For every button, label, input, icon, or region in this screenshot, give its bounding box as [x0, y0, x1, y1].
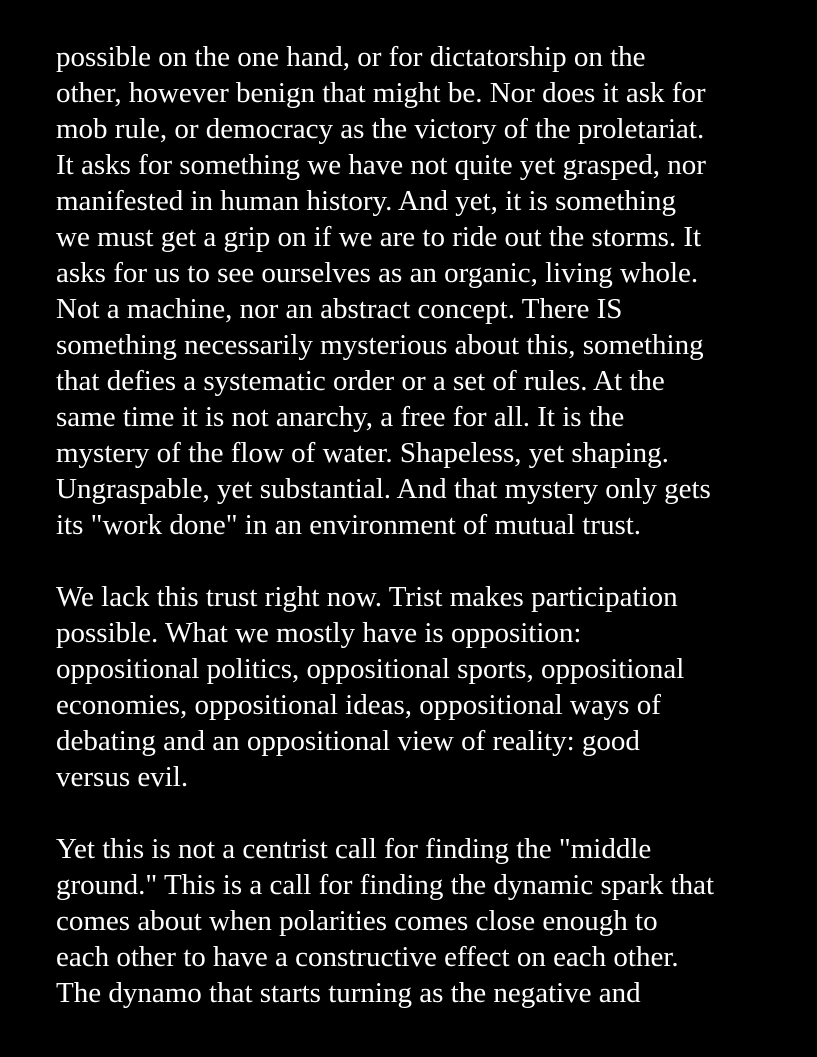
text-line: Yet this is not a centrist call for finding the "middle	[56, 833, 652, 865]
text-line: that defies a systematic order or a set of rules. At the	[56, 365, 665, 397]
text-line: economies, oppositional ideas, oppositional ways of	[56, 689, 661, 721]
text-line: we must get a grip on if we are to ride out the storms. It	[56, 221, 702, 253]
text-line: possible on the one hand, or for dictatorship on the	[56, 41, 646, 73]
text-line: ground." This is a call for finding the dynamic spark that	[56, 869, 715, 901]
text-line: The dynamo that starts turning as the negative and	[56, 977, 641, 1009]
text-line: other, however benign that might be. Nor does it ask for	[56, 77, 706, 109]
text-line: its "work done" in an environment of mutual trust.	[56, 509, 642, 541]
text-line: mystery of the flow of water. Shapeless, yet shaping.	[56, 437, 669, 469]
text-line: We lack this trust right now. Trist makes participation	[56, 581, 678, 613]
text-line: debating and an oppositional view of reality: good	[56, 725, 640, 757]
text-line: Ungraspable, yet substantial. And that mystery only gets	[56, 473, 711, 505]
text-line: manifested in human history. And yet, it is something	[56, 185, 676, 217]
text-line: something necessarily mysterious about this, something	[56, 329, 704, 361]
text-line: asks for us to see ourselves as an organic, living whole.	[56, 257, 699, 289]
text-body	[56, 39, 796, 1011]
text-line: each other to have a constructive effect on each other.	[56, 941, 679, 973]
text-line: comes about when polarities comes close enough to	[56, 905, 658, 937]
paragraph-2	[56, 579, 796, 795]
text-line: oppositional politics, oppositional sports, oppositional	[56, 653, 685, 685]
paragraph-1	[56, 39, 796, 543]
paragraph-3	[56, 831, 796, 1011]
text-line: It asks for something we have not quite yet grasped, nor	[56, 149, 706, 181]
text-line: possible. What we mostly have is opposition:	[56, 617, 582, 649]
text-line: mob rule, or democracy as the victory of the proletariat.	[56, 113, 705, 145]
text-line: versus evil.	[56, 761, 189, 793]
text-line: Not a machine, nor an abstract concept. There IS	[56, 293, 623, 325]
text-line: same time it is not anarchy, a free for all. It is the	[56, 401, 625, 433]
